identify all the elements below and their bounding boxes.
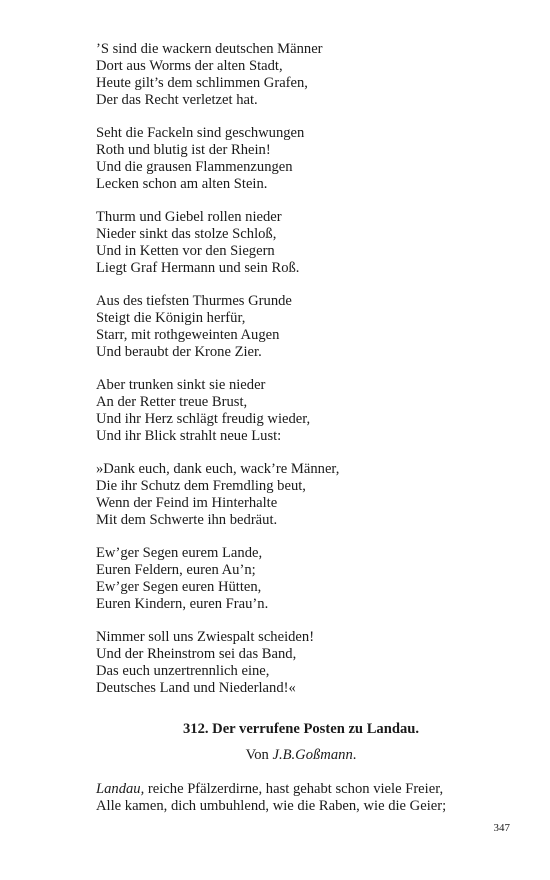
verse-line: Ew’ger Segen euren Hütten, bbox=[96, 579, 262, 595]
prose-line: Alle kamen, dich umbuhlend, wie die Raben, wie die Geier; bbox=[96, 798, 447, 814]
verse-line: Seht die Fackeln sind geschwungen bbox=[96, 125, 305, 141]
verse-line: Und die grausen Flammenzungen bbox=[96, 159, 293, 175]
verse-line: Dort aus Worms der alten Stadt, bbox=[96, 58, 283, 74]
verse-line: ’S sind die wackern deutschen Männer bbox=[96, 41, 323, 57]
verse-line: Und in Ketten vor den Siegern bbox=[96, 243, 275, 259]
verse-line: »Dank euch, dank euch, wack’re Männer, bbox=[96, 461, 340, 477]
stanza bbox=[96, 293, 516, 361]
author-prefix: Von bbox=[245, 747, 273, 763]
verse-line: Thurm und Giebel rollen nieder bbox=[96, 209, 282, 225]
verse-line: Roth und blutig ist der Rhein! bbox=[96, 142, 271, 158]
verse-line: Und der Rheinstrom sei das Band, bbox=[96, 646, 297, 662]
verse-line: Und ihr Herz schlägt freudig wieder, bbox=[96, 411, 311, 427]
verse-line: Ew’ger Segen eurem Lande, bbox=[96, 545, 263, 561]
author-name: J.B.Goßmann bbox=[272, 747, 353, 763]
verse-line: Mit dem Schwerte ihn bedräut. bbox=[96, 512, 278, 528]
prose-line-text: reiche Pfälzerdirne, hast gehabt schon viele Freier, bbox=[144, 781, 444, 797]
verse-line: Und beraubt der Krone Zier. bbox=[96, 344, 262, 360]
section-heading: 312. Der verrufene Posten zu Landau. bbox=[182, 721, 420, 737]
verse-line: Lecken schon am alten Stein. bbox=[96, 176, 268, 192]
page-body bbox=[96, 41, 516, 815]
stanza bbox=[96, 461, 516, 529]
verse-line: Deutsches Land und Niederland!« bbox=[96, 680, 296, 696]
verse-line: Und ihr Blick strahlt neue Lust: bbox=[96, 428, 282, 444]
verse-line: Nimmer soll uns Zwiespalt scheiden! bbox=[96, 629, 315, 645]
verse-line: Liegt Graf Hermann und sein Roß. bbox=[96, 260, 300, 276]
page-number: 347 bbox=[493, 822, 510, 834]
stanza bbox=[96, 41, 516, 109]
stanza bbox=[96, 545, 516, 613]
verse-line: Aber trunken sinkt sie nieder bbox=[96, 377, 266, 393]
stanza bbox=[96, 377, 516, 445]
stanza bbox=[96, 629, 516, 697]
verse-line: Nieder sinkt das stolze Schloß, bbox=[96, 226, 277, 242]
verse-line: Wenn der Feind im Hinterhalte bbox=[96, 495, 278, 511]
prose-line bbox=[96, 781, 516, 798]
poem bbox=[96, 41, 516, 697]
verse-line: Steigt die Königin herfür, bbox=[96, 310, 246, 326]
verse-line: Euren Feldern, euren Au’n; bbox=[96, 562, 256, 578]
verse-line: Starr, mit rothgeweinten Augen bbox=[96, 327, 280, 343]
verse-line: Heute gilt’s dem schlimmen Grafen, bbox=[96, 75, 308, 91]
verse-line: Das euch unzertrennlich eine, bbox=[96, 663, 270, 679]
author-suffix: . bbox=[352, 747, 357, 763]
stanza bbox=[96, 125, 516, 193]
stanza bbox=[96, 209, 516, 277]
verse-line: Die ihr Schutz dem Fremdling beut, bbox=[96, 478, 306, 494]
verse-line: Aus des tiefsten Thurmes Grunde bbox=[96, 293, 292, 309]
author-line bbox=[96, 747, 506, 764]
place-name: Landau, bbox=[96, 781, 145, 797]
verse-line: Der das Recht verletzet hat. bbox=[96, 92, 258, 108]
verse-line: An der Retter treue Brust, bbox=[96, 394, 248, 410]
prose-text bbox=[96, 781, 516, 815]
verse-line: Euren Kindern, euren Frau’n. bbox=[96, 596, 269, 612]
